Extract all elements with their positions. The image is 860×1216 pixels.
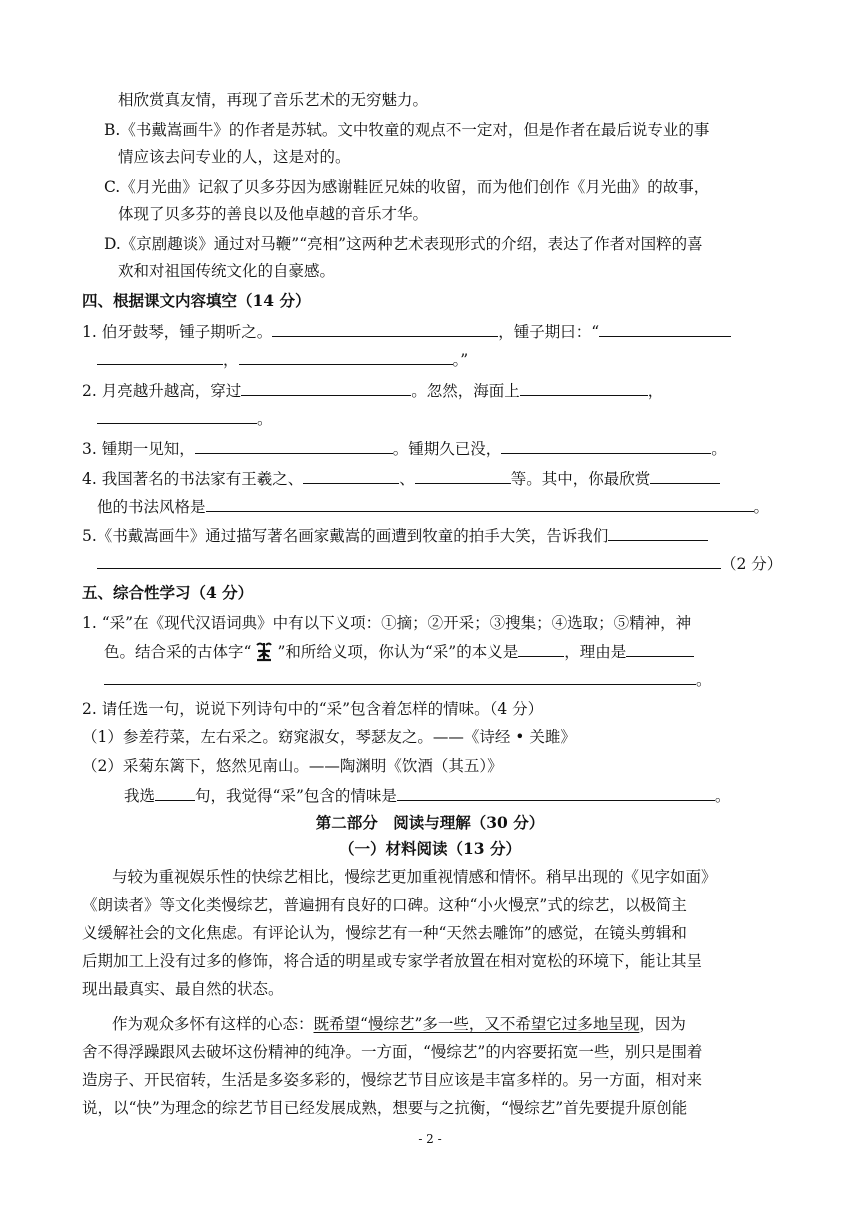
option-a-continued: 相欣赏真友情，再现了音乐艺术的无穷魅力。 [118, 91, 429, 109]
q4-text-c: 等。其中，你最欣赏 [510, 470, 651, 488]
q4-text-d: 他的书法风格是 [97, 498, 206, 516]
answer-blank-1[interactable] [155, 784, 195, 801]
page-number: - 2 - [418, 1132, 442, 1146]
q3-text-b: 。锺期久已没， [392, 440, 502, 458]
section5-q2: 2. 请任选一句，说说下列诗句中的“采”包含着怎样的情味。（4 分） [82, 700, 544, 718]
part2-subheading: （一）材料阅读（13 分） [339, 839, 521, 858]
section4-q1-line1 [82, 320, 731, 343]
passage-p1-line2: 《朗读者》等文化类慢综艺，普遍拥有良好的口碑。这种“小火慢烹”式的综艺，以极简主 [82, 896, 687, 914]
passage-p2-line1 [112, 1013, 686, 1035]
ancient-cai-character-icon [253, 640, 275, 662]
q2-text-d: 。 [257, 410, 273, 428]
passage-p1-line5: 现出最真实、最自然的状态。 [82, 980, 284, 998]
option-c-line2: 体现了贝多芬的善良以及他卓越的音乐才华。 [118, 205, 429, 223]
option-d-line2: 欢和对祖国传统文化的自豪感。 [118, 262, 336, 280]
q4-blank-4[interactable] [206, 495, 754, 512]
q5-blank-1[interactable] [608, 524, 708, 541]
section5-heading: 五、综合性学习（4 分） [82, 583, 254, 602]
q1-text-a: 1. 伯牙鼓琴，锺子期听之。 [82, 323, 273, 341]
q1-text-b1: 色。结合采的古体字“ [104, 643, 252, 661]
q3-blank-2[interactable] [501, 437, 711, 454]
q5-blank-2[interactable] [97, 552, 721, 569]
section4-heading: 四、根据课文内容填空（14 分） [82, 291, 311, 310]
section4-q2-line1 [82, 379, 663, 402]
q5-text-a: 5.《书戴嵩画牛》通过描写著名画家戴嵩的画遭到牧童的拍手大笑，告诉我们 [82, 527, 609, 545]
section5-q1-line2 [104, 640, 694, 663]
passage-p2-line3: 造房子、开民宿转，生活是多姿多彩的，慢综艺节目应该是丰富多样的。另一方面，相对来 [82, 1071, 703, 1089]
section4-q1-line2 [97, 348, 468, 371]
section4-q5-line2 [97, 552, 782, 575]
option-c-line1: C.《月光曲》记叙了贝多芬因为感谢鞋匠兄妹的收留，而为他们创作《月光曲》的故事， [104, 178, 710, 196]
q4-text-a: 4. 我国著名的书法家有王羲之、 [82, 470, 304, 488]
q2-text-c: ， [647, 382, 664, 400]
q4-text-b: 、 [399, 470, 415, 488]
q5-score: （2 分） [721, 555, 783, 573]
section5-q1-blank-2[interactable] [626, 640, 694, 657]
option-b-line2: 情应该去问专业的人，这是对的。 [118, 148, 351, 166]
q4-text-e: 。 [753, 498, 770, 516]
q1-text-c: ， [223, 351, 239, 369]
section5-q1-line1: 1. “采”在《现代汉语词典》中有以下义项：①摘；②开采；③搜集；④选取；⑤精神，神 [82, 614, 692, 632]
q2-text-b: 。忽然，海面上 [411, 382, 520, 400]
passage-p1-line4: 后期加工上没有过多的修饰，将合适的明星或专家学者放置在相对宽松的环境下，能让其呈 [82, 952, 703, 970]
section5-answer-line [124, 784, 730, 807]
section4-q4-line1 [82, 467, 720, 490]
q4-blank-2[interactable] [415, 467, 511, 484]
answer-blank-2[interactable] [397, 784, 715, 801]
passage-p2-line2: 舍不得浮躁跟风去破坏这份精神的纯净。一方面，“慢综艺”的内容要拓宽一些，别只是围着 [82, 1043, 703, 1061]
q1-text-b2: ”和所给义项，你认为“采”的本义是 [277, 643, 519, 661]
answer-text-c: 。 [714, 787, 731, 805]
section4-q3 [82, 437, 727, 460]
section5-poem2: （2）采菊东篱下，悠然见南山。——陶渊明《饮酒（其五）》 [82, 757, 503, 775]
section5-q1-line3 [104, 668, 712, 691]
section4-q2-line2 [97, 407, 273, 430]
section4-q5-line1 [82, 524, 708, 547]
section5-poem1: （1）参差荇菜，左右采之。窈窕淑女，琴瑟友之。——《诗经 • 关雎》 [82, 728, 576, 746]
option-b-line1: B.《书戴嵩画牛》的作者是苏轼。文中牧童的观点不一定对，但是作者在最后说专业的事 [104, 121, 710, 139]
q4-blank-3[interactable] [650, 467, 720, 484]
p2-text-c: ，因为 [639, 1015, 686, 1033]
section5-q1-blank-1[interactable] [518, 640, 564, 657]
q3-blank-1[interactable] [195, 437, 393, 454]
passage-p1-line1: 与较为重视娱乐性的快综艺相比，慢综艺更加重视情感和情怀。稍早出现的《见字如面》 [112, 868, 717, 886]
q2-blank-1[interactable] [241, 379, 411, 396]
p2-text-a: 作为观众多怀有这样的心态： [112, 1015, 314, 1033]
q1-blank-2[interactable] [599, 320, 731, 337]
section4-q4-line2 [97, 495, 769, 518]
answer-text-a: 我选 [124, 787, 156, 805]
q1-blank-3[interactable] [97, 348, 223, 365]
passage-p2-line4: 说，以“快”为理念的综艺节目已经发展成熟，想要与之抗衡，“慢综艺”首先要提升原创能 [82, 1099, 688, 1117]
q2-blank-3[interactable] [97, 407, 257, 424]
q1-text-c: 。 [696, 671, 712, 689]
q3-text-c: 。 [711, 440, 727, 458]
q1-blank-4[interactable] [239, 348, 453, 365]
passage-p1-line3: 义缓解社会的文化焦虑。有评论认为，慢综艺有一种“天然去雕饰”的感觉，在镜头剪辑和 [82, 924, 687, 942]
q2-text-a: 2. 月亮越升越高，穿过 [82, 382, 242, 400]
q2-blank-2[interactable] [520, 379, 648, 396]
option-d-line1: D.《京剧趣谈》通过对马鞭”“亮相”这两种艺术表现形式的介绍，表达了作者对国粹的喜 [104, 235, 703, 253]
part2-heading: 第二部分 阅读与理解（30 分） [315, 813, 545, 832]
q1-text-b: ，锺子期曰：“ [498, 323, 600, 341]
section5-q1-blank-3[interactable] [104, 668, 696, 685]
q1-blank-1[interactable] [272, 320, 498, 337]
answer-text-b: 句，我觉得“采”包含的情味是 [195, 787, 397, 805]
p2-underlined-sentence: 既希望“慢综艺”多一些，又不希望它过多地呈现 [313, 1015, 640, 1033]
q1-text-d: 。” [452, 351, 469, 369]
q3-text-a: 3. 锺期一见知， [82, 440, 195, 458]
q4-blank-1[interactable] [303, 467, 399, 484]
q1-text-b3: ，理由是 [564, 643, 627, 661]
